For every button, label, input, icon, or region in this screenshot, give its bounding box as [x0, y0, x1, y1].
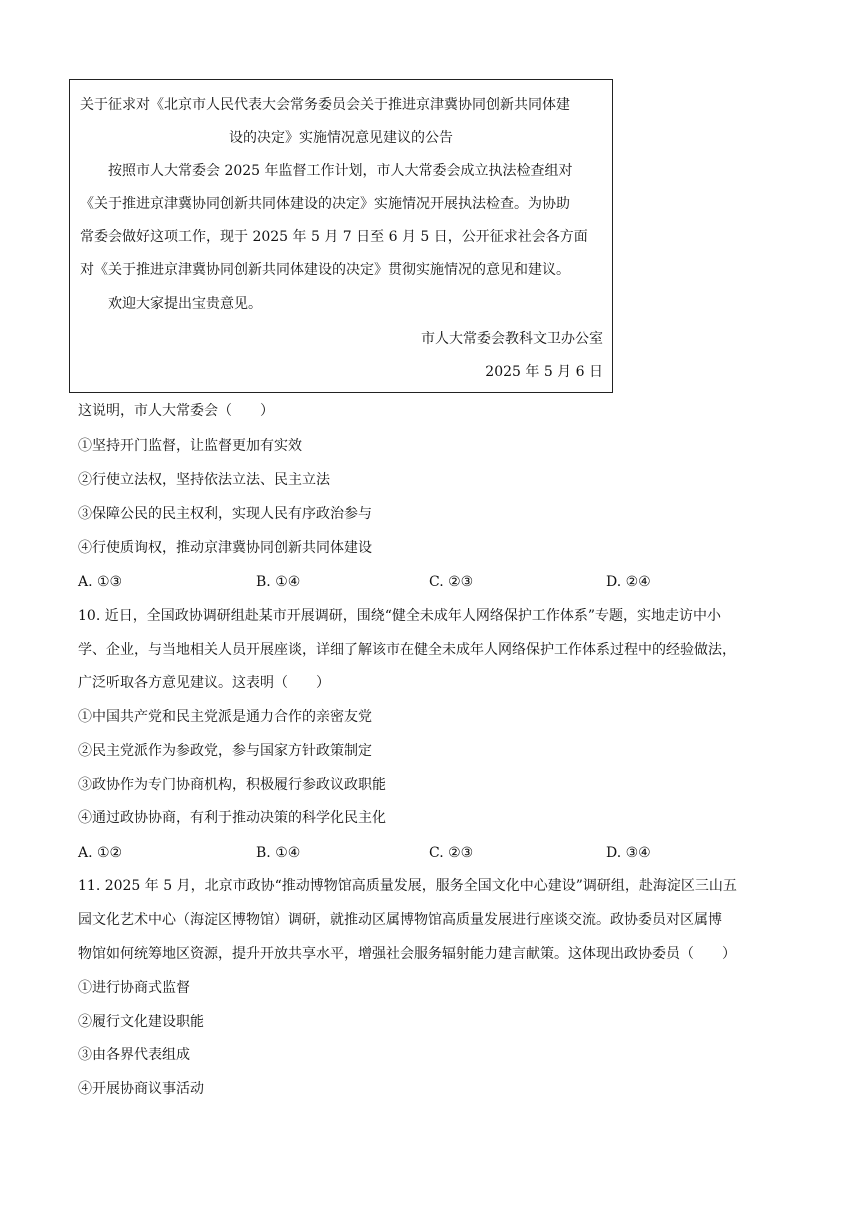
q9-options [78, 572, 778, 592]
q10-statement-3: ③政协作为专门协商机构，积极履行参政议政职能 [78, 777, 386, 793]
q10-option-a: A. ①② [78, 845, 123, 861]
q11-statement-3: ③由各界代表组成 [78, 1047, 190, 1063]
q10-statement-1: ①中国共产党和民主党派是通力合作的亲密友党 [78, 709, 372, 725]
q10-option-d: D. ③④ [606, 845, 651, 861]
q11-statement-1: ①进行协商式监督 [78, 980, 190, 996]
notice-body-line-1: 按照市人大常委会 2025 年监督工作计划，市人大常委会成立执法检查组对 [108, 163, 573, 179]
notice-box [69, 79, 613, 393]
notice-title-line-1: 关于征求对《北京市人民代表大会常务委员会关于推进京津冀协同创新共同体建 [80, 97, 570, 113]
q10-statement-4: ④通过政协协商，有利于推动决策的科学化民主化 [78, 810, 386, 826]
notice-body-line-3: 常委会做好这项工作，现于 2025 年 5 月 7 日至 6 月 5 日，公开征求社会各方面 [80, 229, 588, 245]
q10-stem-line-3: 广泛听取各方意见建议。这表明（ ） [78, 675, 330, 691]
notice-signature: 市人大常委会教科文卫办公室 [421, 331, 603, 347]
notice-body-line-2: 《关于推进京津冀协同创新共同体建设的决定》实施情况开展执法检查。为协助 [80, 196, 570, 212]
notice-date: 2025 年 5 月 6 日 [485, 364, 603, 380]
q10-option-c: C. ②③ [429, 845, 474, 861]
q10-stem-line-2: 学、企业，与当地相关人员开展座谈，详细了解该市在健全未成年人网络保护工作体系过程中的经验做法， [78, 642, 736, 658]
q9-statement-4: ④行使质询权，推动京津冀协同创新共同体建设 [78, 540, 372, 556]
q11-stem-line-3: 物馆如何统筹地区资源，提升开放共享水平，增强社会服务辐射能力建言献策。这体现出政协委员（ ） [78, 946, 736, 962]
q9-option-c: C. ②③ [429, 574, 474, 590]
notice-body-line-5: 欢迎大家提出宝贵意见。 [108, 296, 262, 312]
q11-statement-4: ④开展协商议事活动 [78, 1081, 204, 1097]
q10-options [78, 843, 778, 863]
q9-statement-2: ②行使立法权，坚持依法立法、民主立法 [78, 472, 330, 488]
q11-stem-line-2: 园文化艺术中心（海淀区博物馆）调研，就推动区属博物馆高质量发展进行座谈交流。政协委员对区属博 [78, 912, 722, 928]
q10-stem-line-1: 10. 近日，全国政协调研组赴某市开展调研，围绕“健全未成年人网络保护工作体系”专题，实地走访中小 [78, 608, 722, 624]
q10-option-b: B. ①④ [256, 845, 301, 861]
q9-statement-3: ③保障公民的民主权利，实现人民有序政治参与 [78, 506, 372, 522]
notice-title-line-2: 设的决定》实施情况意见建议的公告 [229, 130, 453, 146]
q9-option-a: A. ①③ [78, 574, 123, 590]
q9-option-d: D. ②④ [606, 574, 651, 590]
q9-statement-1: ①坚持开门监督，让监督更加有实效 [78, 438, 302, 454]
notice-body-line-4: 对《关于推进京津冀协同创新共同体建设的决定》贯彻实施情况的意见和建议。 [80, 262, 570, 278]
q11-stem-line-1: 11. 2025 年 5 月，北京市政协“推动博物馆高质量发展，服务全国文化中心建设”调研组，赴海淀区三山五 [78, 878, 737, 894]
q11-statement-2: ②履行文化建设职能 [78, 1014, 204, 1030]
q10-statement-2: ②民主党派作为参政党，参与国家方针政策制定 [78, 743, 372, 759]
q9-stem: 这说明，市人大常委会（ ） [78, 403, 274, 419]
q9-option-b: B. ①④ [256, 574, 301, 590]
